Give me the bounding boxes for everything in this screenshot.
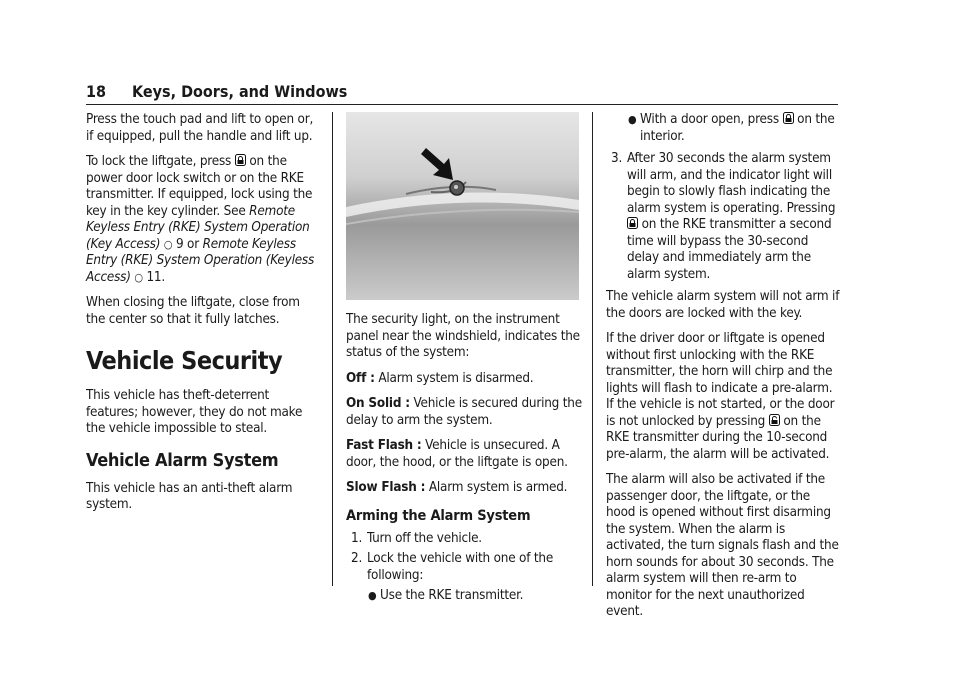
bullet-item: ● Use the RKE transmitter.: [368, 588, 524, 603]
lock-icon: [783, 112, 794, 124]
paragraph: When closing the liftgate, close from the center so that it fully latches.: [86, 295, 300, 327]
paragraph: The vehicle alarm system will not arm if the doors are locked with the key.: [606, 289, 840, 321]
definition-item: On Solid : Vehicle is secured during the delay to arm the system.: [346, 396, 582, 428]
page-ref-icon: ○: [163, 237, 173, 251]
list-item: 2. Lock the vehicle with one of the following:: [351, 551, 554, 583]
header-rule: [86, 104, 838, 105]
page-number: 18: [86, 82, 107, 101]
definition-item: Slow Flash : Alarm system is armed.: [346, 480, 568, 495]
paragraph: If the driver door or liftgate is opened without first unlocking with the RKE transmitter, the horn will chirp and the lights will flash to indicate a pre-alarm.: [606, 331, 833, 396]
section-title: Keys, Doors, and Windows: [132, 82, 348, 101]
column-divider: [332, 112, 333, 586]
heading-arming: Arming the Alarm System: [346, 507, 531, 524]
cross-reference[interactable]: Remote Keyless Entry (RKE) System Operation (Key Access): [86, 203, 310, 252]
column-1: [86, 112, 322, 523]
paragraph: This vehicle has an anti-theft alarm system.: [86, 480, 293, 512]
heading-vehicle-alarm-system: Vehicle Alarm System: [86, 449, 279, 471]
lock-icon: [235, 154, 246, 166]
definition-item: Fast Flash : Vehicle is unsecured. A door, the hood, or the liftgate is open.: [346, 438, 568, 470]
bullet-item: ● With a door open, press on the interior.: [628, 112, 835, 144]
paragraph: This vehicle has theft-deterrent features; however, they do not make the vehicle impossible to steal.: [86, 388, 303, 436]
column-2: [346, 312, 582, 609]
cross-reference[interactable]: Remote Keyless Entry (RKE) System Operation (Keyless Access): [86, 236, 315, 285]
definition-item: Off : Alarm system is disarmed.: [346, 370, 534, 386]
paragraph: The alarm will also be activated if the passenger door, the liftgate, or the hood is opened without first disarming the system. When the alarm is activated, the turn signals flash and the horn sounds for about 30 seconds. The alarm system will then re-arm to monitor for the next unauthorized event.: [606, 472, 839, 619]
bullet-icon: ●: [368, 589, 377, 602]
unlock-icon: [769, 414, 780, 426]
column-3: [606, 112, 842, 630]
paragraph: Press the touch pad and lift to open or, if equipped, pull the handle and lift up.: [86, 112, 314, 144]
bullet-icon: ●: [628, 113, 637, 126]
page-header: [86, 82, 838, 104]
paragraph: If the vehicle is not started, or the door is not unlocked by pressing on the RKE transmitter during the 10-second pre-alarm, the alarm will be activated.: [606, 397, 835, 462]
lock-icon: [627, 217, 638, 229]
list-item: 3. After 30 seconds the alarm system will arm, and the indicator light will begin to slowly flash indicating the alarm system is operating. Pressing on the RKE transmitter a second time will bypass the 30-second delay and immediately arm the alarm system.: [611, 151, 836, 282]
paragraph: The security light, on the instrument panel near the windshield, indicates the status of the system:: [346, 312, 580, 360]
page-ref-icon: ○: [134, 270, 143, 284]
list-item: 1. Turn off the vehicle.: [351, 530, 482, 546]
column-divider: [592, 112, 593, 586]
heading-vehicle-security: Vehicle Security: [86, 346, 283, 375]
security-light-photo: [346, 112, 579, 300]
paragraph: To lock the liftgate, press on the power door lock switch or on the RKE transmitter. If equipped, lock using the key in the key cylinder. See Remote Keyless Entry (RKE) System Operation (Key Access) ○ 9 or Remote Keyless Entry (RKE) System Operation (Keyless Access) ○ 11.: [86, 154, 315, 285]
